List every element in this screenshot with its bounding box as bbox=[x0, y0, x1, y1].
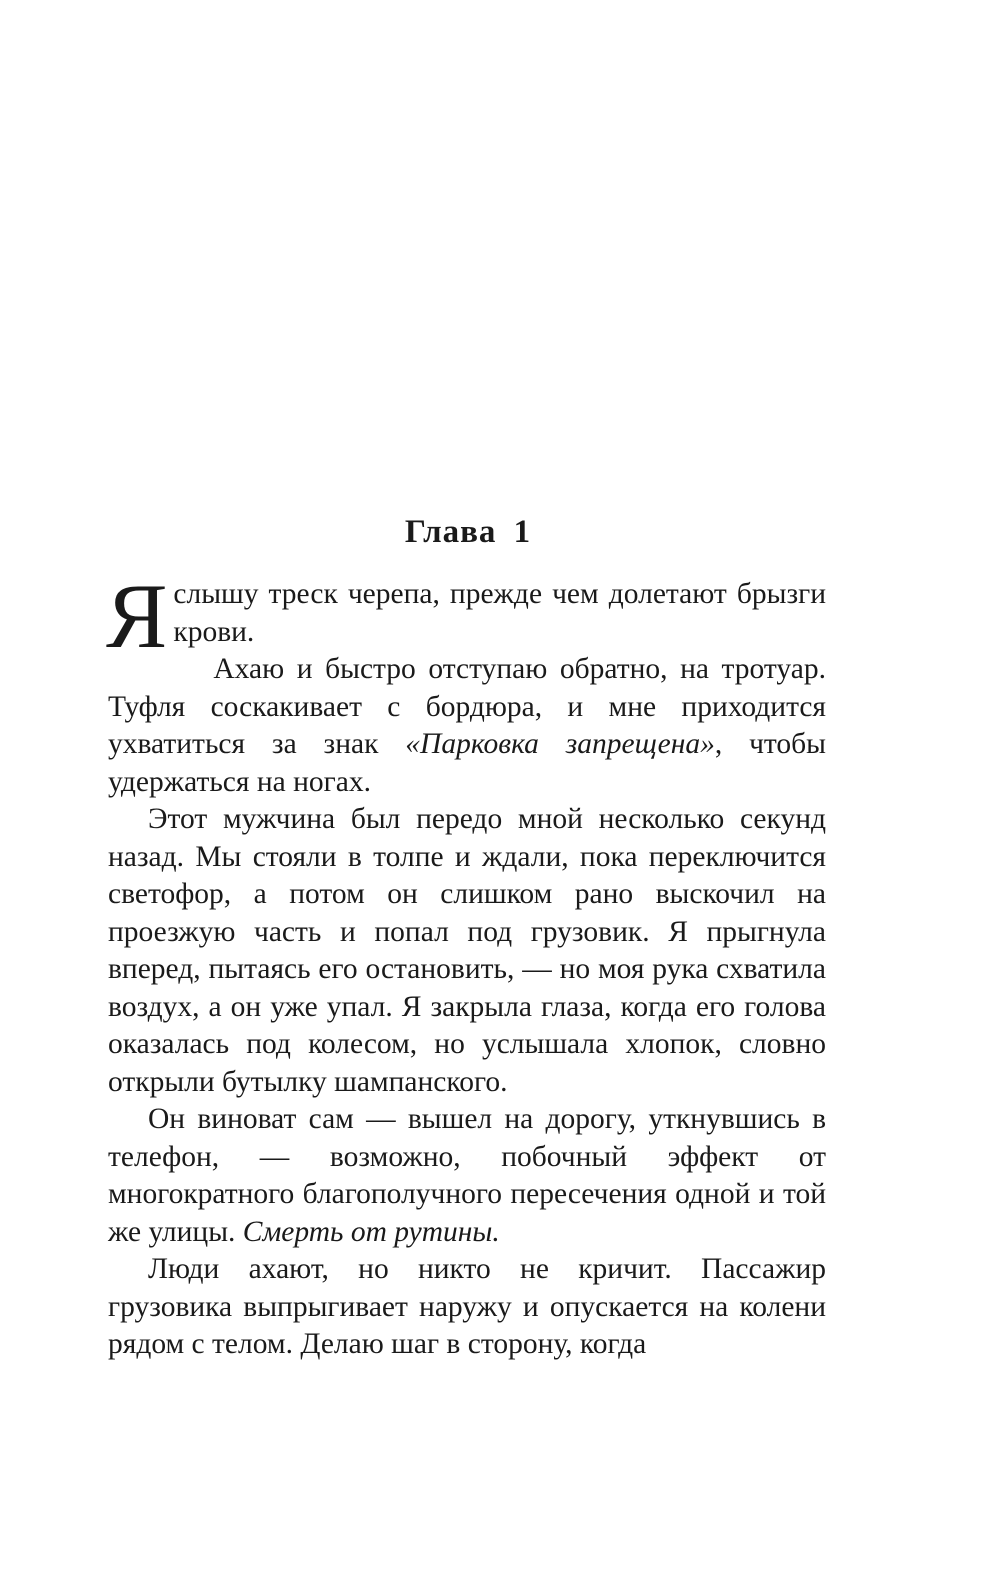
paragraph-2-text-a: Ахаю и быстро отступаю обратно, на тротуар. Туфля соскакивает с бордюра, и мне приходится ухватиться за знак bbox=[108, 653, 826, 760]
chapter-title: Глава 1 bbox=[404, 514, 532, 550]
paragraph-5: Люди ахают, но никто не кричит. Пассажир грузовика выпрыгивает наружу и опускается на колени рядом с телом. Делаю шаг в сторону, когда bbox=[108, 1253, 826, 1360]
paragraph-4 bbox=[108, 1101, 826, 1251]
chapter-body-text bbox=[106, 565, 827, 1364]
paragraph-2 bbox=[108, 651, 826, 801]
paragraph-2-text-b: , чтобы удержаться на ногах. bbox=[108, 728, 827, 798]
paragraph-2-italic-sign: «Парковка запрещена» bbox=[405, 728, 715, 760]
paragraph-4-text-a: Он виноват сам — вышел на дорогу, уткнувшись в телефон, — возможно, побочный эффект от многократного благополучного пересечения одной и той же улицы. bbox=[108, 1103, 826, 1248]
paragraph-1 bbox=[106, 565, 826, 667]
paragraph-4-italic-phrase: Смерть от рутины. bbox=[242, 1215, 500, 1248]
drop-cap: Я bbox=[106, 565, 168, 667]
paragraph-3: Этот мужчина был передо мной несколько секунд назад. Мы стояли в толпе и ждали, пока переключится светофор, а потом он слишком рано выскочил на проезжую часть и попал под грузовик. Я прыгнула вперед, пытаясь его остановить, — но моя рука схватила воздух, а он уже упал. Я закрыла глаза, когда его голова оказалась под колесом, но услышала хлопок, словно открыли бутылку шампанского. bbox=[108, 803, 826, 1098]
paragraph-1-text: слышу треск черепа, прежде чем долетают брызги крови. bbox=[173, 578, 826, 648]
